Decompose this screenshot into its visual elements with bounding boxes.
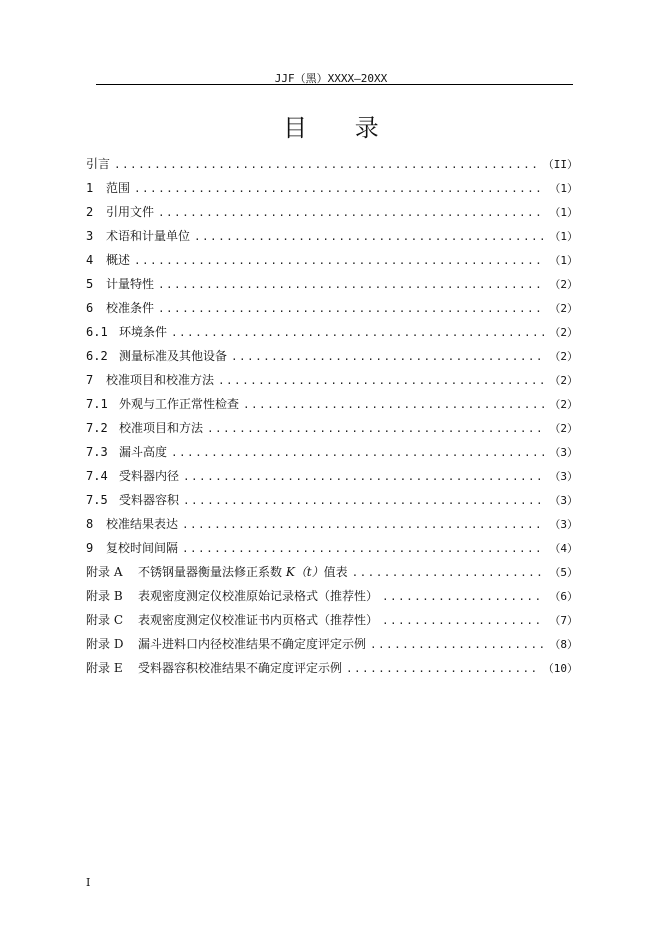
toc-entry-page: （1） <box>549 182 578 195</box>
toc-entry-7-3 <box>86 440 578 464</box>
toc-entry-page: （2） <box>549 374 578 387</box>
toc-leader-dots <box>382 585 545 609</box>
toc-leader-dots <box>382 609 545 633</box>
toc-entry-7-5 <box>86 488 578 512</box>
toc-entry-page: （3） <box>549 446 578 459</box>
toc-entry-4 <box>86 248 578 272</box>
toc-entry-page: （2） <box>549 398 578 411</box>
toc-entry-page: （1） <box>549 230 578 243</box>
header-divider <box>96 84 573 85</box>
toc-entry-page: （3） <box>549 518 578 531</box>
toc-title-formula: K（t） <box>285 565 324 579</box>
toc-leader-dots <box>134 177 545 201</box>
toc-entry-number: 7 <box>86 373 94 387</box>
toc-entry-number: 4 <box>86 253 94 267</box>
toc-entry-7-1 <box>86 392 578 416</box>
toc-title-part: 不锈钢量器衡量法修正系数 <box>138 565 286 579</box>
toc-entry-title: 校准项目和校准方法 <box>106 373 215 387</box>
toc-entry-6-2 <box>86 344 578 368</box>
toc-entry-page: （2） <box>549 278 578 291</box>
toc-entry-appendix-b <box>86 584 578 608</box>
toc-entry-appendix-d <box>86 632 578 656</box>
toc-entry-page: （1） <box>549 254 578 267</box>
toc-entry-appendix-a <box>86 560 578 584</box>
toc-leader-dots <box>207 417 545 441</box>
toc-entry-page: （2） <box>549 326 578 339</box>
toc-entry-page: （4） <box>549 542 578 555</box>
toc-entry-title: 外观与工作正常性检查 <box>119 397 240 411</box>
toc-entry-page: （II） <box>542 158 578 171</box>
toc-leader-dots <box>352 561 546 585</box>
toc-entry-8 <box>86 512 578 536</box>
toc-entry-title: 校准结果表达 <box>106 517 179 531</box>
toc-entry-title: 表观密度测定仪校准证书内页格式（推荐性） <box>138 613 379 627</box>
toc-leader-dots <box>182 513 545 537</box>
toc-entry-title: 受料器内径 <box>119 469 180 483</box>
toc-entry-title: 受料器容积校准结果不确定度评定示例 <box>138 661 343 675</box>
toc-entry-title: 范围 <box>106 181 131 195</box>
toc-entry-page: （2） <box>549 350 578 363</box>
toc-title-part: 值表 <box>323 565 348 579</box>
toc-leader-dots <box>346 657 539 681</box>
toc-entry-page: （8） <box>549 638 578 651</box>
toc-entry-page: （2） <box>549 302 578 315</box>
toc-entry-page: （5） <box>549 566 578 579</box>
toc-entry-number: 附录 E <box>86 661 123 675</box>
toc-leader-dots <box>114 153 539 177</box>
toc-leader-dots <box>158 201 545 225</box>
toc-entry-title: 概述 <box>106 253 131 267</box>
toc-entry-3 <box>86 224 578 248</box>
toc-entry-title: 测量标准及其他设备 <box>119 349 228 363</box>
toc-entry-appendix-c <box>86 608 578 632</box>
toc-entry-1 <box>86 176 578 200</box>
toc-entry-5 <box>86 272 578 296</box>
toc-entry-number: 附录 D <box>86 637 124 651</box>
toc-leader-dots <box>370 633 545 657</box>
toc-entry-title: 复校时间间隔 <box>106 541 179 555</box>
page-title: 目 录 <box>283 114 399 142</box>
toc-entry-7-4 <box>86 464 578 488</box>
toc-entry-number: 6.2 <box>86 349 108 363</box>
toc-entry-number: 3 <box>86 229 94 243</box>
toc-entry-page: （6） <box>549 590 578 603</box>
toc-leader-dots <box>134 249 545 273</box>
toc-leader-dots <box>182 537 545 561</box>
toc-entry-number: 2 <box>86 205 94 219</box>
toc-entry-title: 漏斗高度 <box>119 445 168 459</box>
toc-entry-title: 表观密度测定仪校准原始记录格式（推荐性） <box>138 589 379 603</box>
toc-entry-number: 7.1 <box>86 397 108 411</box>
toc-entry-2 <box>86 200 578 224</box>
toc-leader-dots <box>231 345 545 369</box>
toc-entry-number: 附录 A <box>86 565 123 579</box>
toc-entry-title: 环境条件 <box>119 325 168 339</box>
toc-leader-dots <box>171 321 545 345</box>
toc-entry-page: （3） <box>549 470 578 483</box>
toc-leader-dots <box>218 369 545 393</box>
toc-entry-introduction <box>86 152 578 176</box>
toc-leader-dots <box>183 489 545 513</box>
toc-entry-title: 校准条件 <box>106 301 155 315</box>
toc-leader-dots <box>158 297 545 321</box>
toc-entry-page: （1） <box>549 206 578 219</box>
toc-entry-title: 术语和计量单位 <box>106 229 191 243</box>
toc-entry-number: 7.5 <box>86 493 108 507</box>
toc-leader-dots <box>183 465 545 489</box>
toc-entry-title: 计量特性 <box>106 277 155 291</box>
toc-entry-page: （10） <box>542 662 578 675</box>
toc-entry-number: 7.3 <box>86 445 108 459</box>
toc-entry-number: 附录 B <box>86 589 123 603</box>
toc-entry-6 <box>86 296 578 320</box>
page-number: I <box>86 876 91 889</box>
toc-leader-dots <box>194 225 545 249</box>
toc-entry-number: 8 <box>86 517 94 531</box>
toc-entry-title: 漏斗进料口内径校准结果不确定度评定示例 <box>138 637 367 651</box>
toc-entry-number: 1 <box>86 181 94 195</box>
table-of-contents <box>86 152 578 680</box>
toc-entry-page: （7） <box>549 614 578 627</box>
toc-entry-number: 7.2 <box>86 421 108 435</box>
toc-leader-dots <box>158 273 545 297</box>
toc-leader-dots <box>243 393 545 417</box>
toc-entry-title: 受料器容积 <box>119 493 180 507</box>
toc-entry-number: 9 <box>86 541 94 555</box>
toc-entry-number: 附录 C <box>86 613 123 627</box>
toc-entry-title: 引言 <box>86 157 111 171</box>
toc-entry-number: 6 <box>86 301 94 315</box>
toc-entry-9 <box>86 536 578 560</box>
toc-entry-page: （3） <box>549 494 578 507</box>
toc-entry-title: 校准项目和方法 <box>119 421 204 435</box>
toc-entry-number: 7.4 <box>86 469 108 483</box>
toc-entry-title <box>138 560 348 584</box>
toc-leader-dots <box>171 441 545 465</box>
toc-entry-6-1 <box>86 320 578 344</box>
toc-entry-7-2 <box>86 416 578 440</box>
toc-entry-appendix-e <box>86 656 578 680</box>
toc-entry-title: 引用文件 <box>106 205 155 219</box>
document-header-code: JJF（黑）XXXX—20XX <box>274 72 388 85</box>
toc-entry-number: 6.1 <box>86 325 108 339</box>
toc-entry-page: （2） <box>549 422 578 435</box>
toc-entry-7 <box>86 368 578 392</box>
toc-entry-number: 5 <box>86 277 94 291</box>
